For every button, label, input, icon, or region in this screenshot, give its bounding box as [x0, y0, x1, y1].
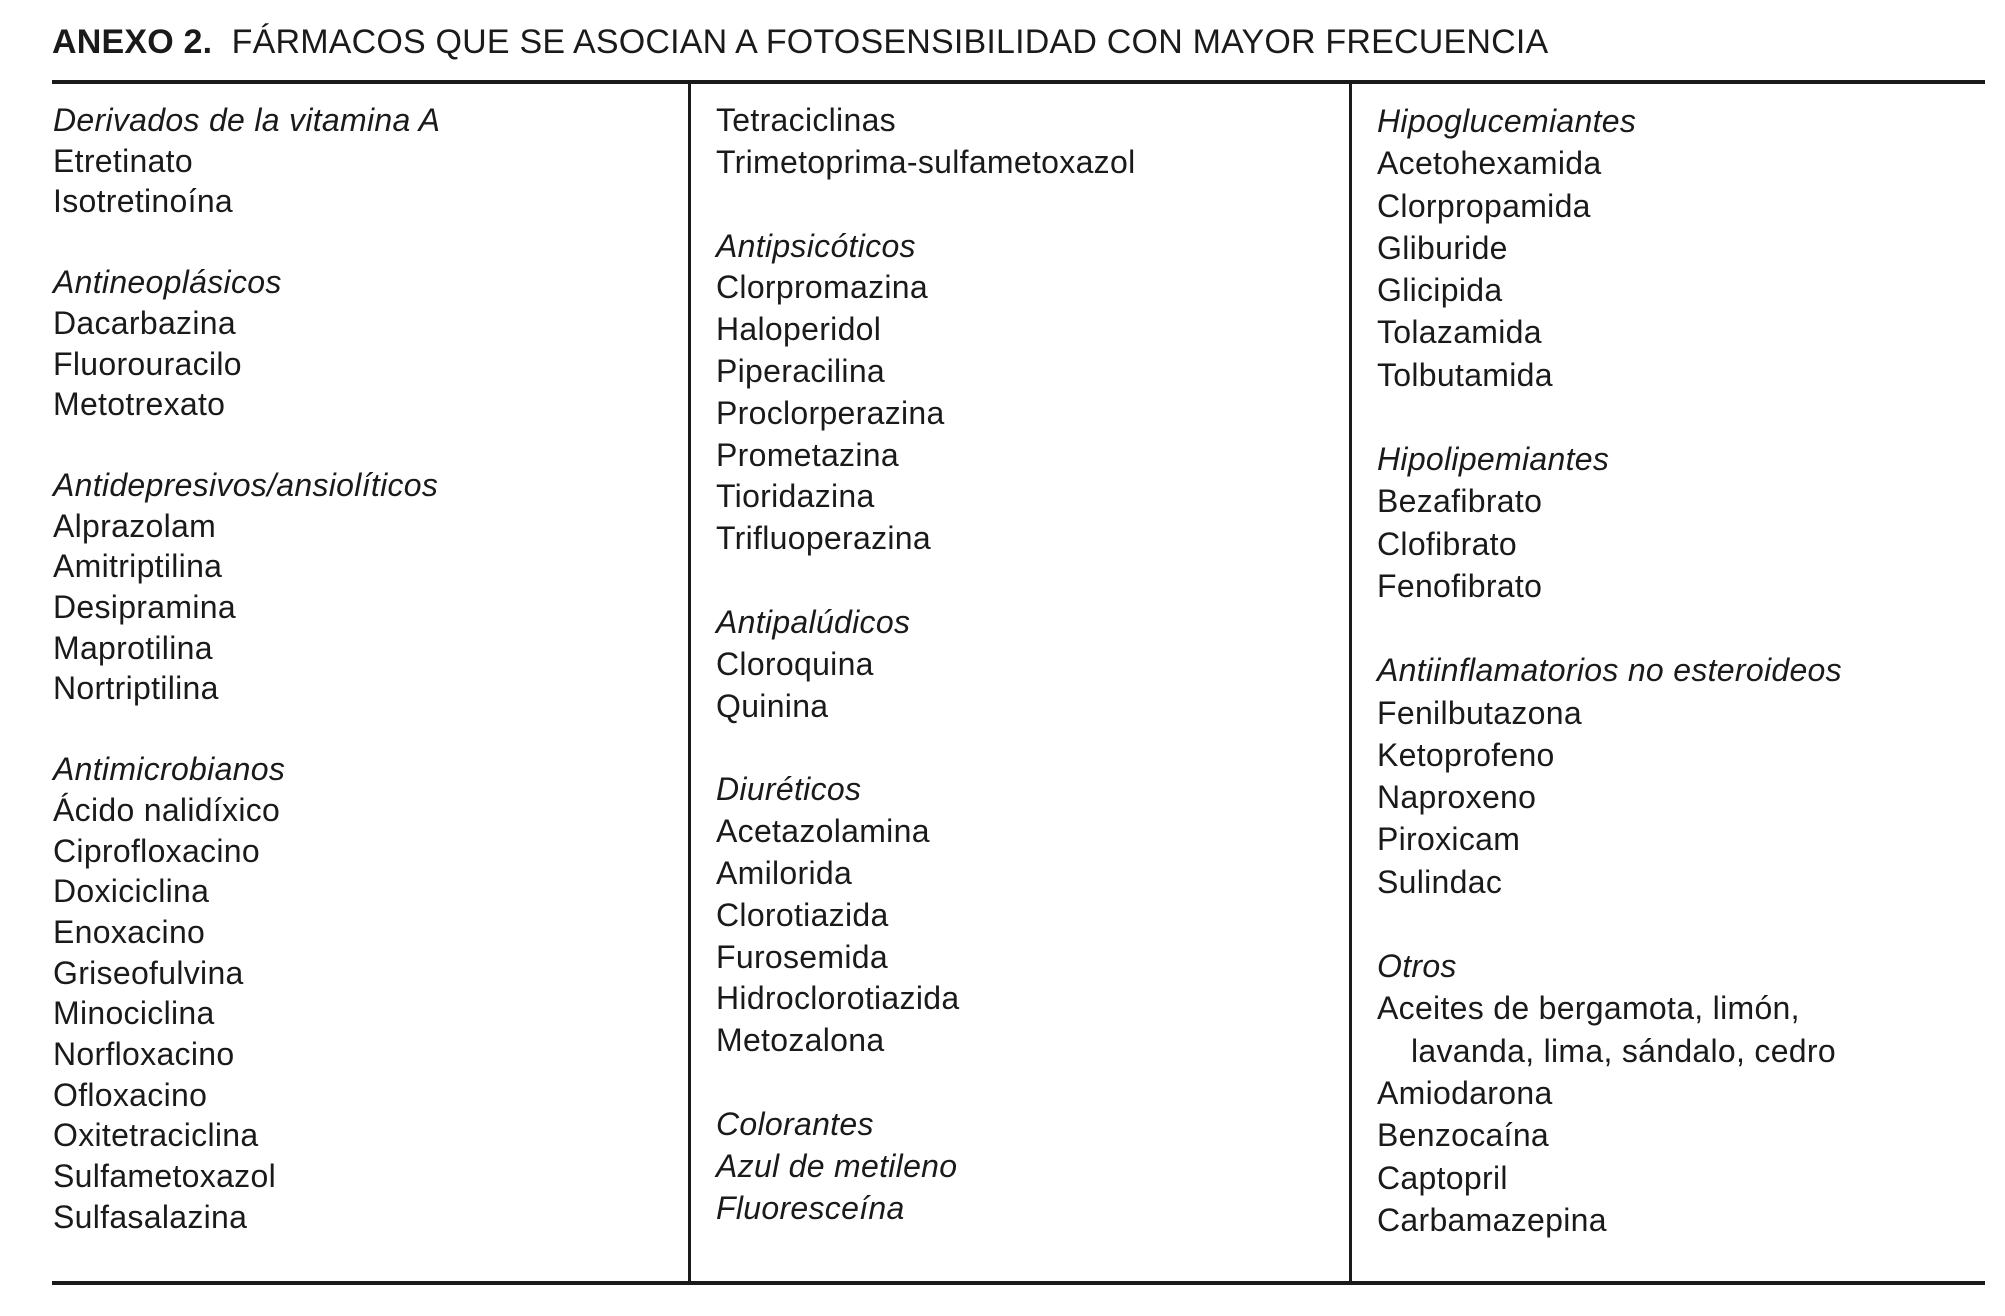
drug-item: Tetraciclinas: [716, 102, 896, 138]
drug-item: Sulindac: [1377, 863, 1503, 900]
drug-item: Minociclina: [53, 995, 215, 1032]
drug-item: Clorotiazida: [716, 896, 889, 933]
drug-item: Proclorperazina: [716, 394, 945, 431]
drug-item: Clofibrato: [1377, 525, 1517, 562]
drug-group-hypoglycemics: [1377, 100, 1842, 396]
column-divider-1: [688, 84, 691, 1281]
group-heading: Derivados de la vitamina A: [53, 102, 441, 138]
drug-group-antimicrobials: [53, 749, 440, 1237]
drug-group-others: [1377, 945, 1842, 1241]
top-rule: [52, 80, 1985, 84]
group-heading: Antipalúdicos: [716, 603, 911, 640]
drug-item: Acetazolamina: [716, 813, 930, 850]
column-divider-2: [1349, 84, 1352, 1281]
annex-title-text: FÁRMACOS QUE SE ASOCIAN A FOTOSENSIBILIDAD CON MAYOR FRECUENCIA: [231, 23, 1549, 61]
drug-item: Piroxicam: [1377, 821, 1521, 858]
drug-item: Tolazamida: [1377, 314, 1542, 351]
drug-item: Acetohexamida: [1377, 145, 1602, 182]
group-heading: Colorantes: [716, 1105, 874, 1142]
drug-item: Sulfasalazina: [53, 1198, 248, 1235]
drug-group-antidepressants: [53, 465, 440, 709]
drug-item: Clorpromazina: [716, 269, 928, 306]
drug-group-antipsychotics: [716, 226, 1135, 560]
group-heading: Hipolipemiantes: [1377, 441, 1610, 478]
drug-item: Enoxacino: [53, 913, 206, 950]
drug-item: Tolbutamida: [1377, 356, 1553, 393]
group-heading: Diuréticos: [716, 771, 862, 808]
drug-item: Naproxeno: [1377, 779, 1537, 816]
drug-item: Alprazolam: [53, 507, 217, 544]
drug-item: Nortriptilina: [53, 670, 219, 707]
drug-item: Fenofibrato: [1377, 567, 1543, 604]
drug-item: Piperacilina: [716, 352, 886, 389]
drug-item: Sulfametoxazol: [53, 1158, 276, 1195]
drug-group-antineoplastics: [53, 262, 440, 425]
drug-item: Aceites de bergamota, limón,: [1377, 990, 1800, 1027]
drug-item: Tioridazina: [716, 478, 875, 515]
drug-item: Carbamazepina: [1377, 1201, 1607, 1238]
drug-item: Metozalona: [716, 1022, 885, 1059]
drug-item: Ciprofloxacino: [53, 832, 260, 869]
drug-item: Haloperidol: [716, 311, 882, 348]
group-heading: Antimicrobianos: [53, 751, 286, 788]
group-heading: Antineoplásicos: [53, 264, 282, 301]
group-heading: Hipoglucemiantes: [1377, 103, 1637, 139]
drug-item: Prometazina: [716, 436, 899, 473]
drug-item-continuation: lavanda, lima, sándalo, cedro: [1411, 1032, 1836, 1069]
drug-item: Fenilbutazona: [1377, 694, 1582, 731]
drug-item: Desipramina: [53, 589, 236, 626]
column-3: [1377, 100, 1842, 1283]
drug-item: Griseofulvina: [53, 954, 244, 991]
drug-item: Clorpropamida: [1377, 187, 1591, 224]
drug-item: Trimetoprima-sulfametoxazol: [716, 143, 1136, 180]
drug-item: Benzocaína: [1377, 1117, 1550, 1154]
drug-group-diuretics: [716, 769, 1135, 1062]
drug-item: Amilorida: [716, 854, 853, 891]
drug-item: Azul de metileno: [716, 1147, 958, 1184]
drug-item: Metotrexato: [53, 386, 226, 423]
drug-item: Quinina: [716, 687, 829, 724]
drug-item: Fluoresceína: [716, 1189, 905, 1226]
drug-item: Doxiciclina: [53, 873, 210, 910]
group-heading: Antiinflamatorios no esteroideos: [1377, 652, 1842, 689]
drug-item: Isotretinoína: [53, 183, 234, 220]
drug-item: Furosemida: [716, 938, 888, 975]
drug-item: Bezafibrato: [1377, 483, 1543, 520]
drug-group-antimicrobials-continued: [716, 100, 1135, 184]
annex-label: ANEXO 2.: [52, 23, 213, 61]
drug-group-antimalarials: [716, 602, 1135, 727]
drug-item: Gliburide: [1377, 229, 1508, 266]
drug-group-dyes: [716, 1104, 1135, 1229]
drug-item: Amitriptilina: [53, 548, 223, 585]
drug-item: Oxitetraciclina: [53, 1117, 259, 1154]
group-heading: Antidepresivos/ansiolíticos: [53, 466, 439, 503]
drug-item: Fluorouracilo: [53, 345, 242, 382]
drug-item: Amiodarona: [1377, 1074, 1553, 1111]
drug-item: Cloroquina: [716, 645, 874, 682]
column-1: [53, 100, 440, 1278]
drug-item: Dacarbazina: [53, 304, 236, 341]
drug-item: Ketoprofeno: [1377, 736, 1555, 773]
drug-group-nsaids: [1377, 649, 1842, 903]
drug-item: Captopril: [1377, 1159, 1508, 1196]
drug-item: Ácido nalidíxico: [53, 791, 281, 828]
group-heading: Otros: [1377, 948, 1457, 985]
group-heading: Antipsicóticos: [716, 227, 916, 264]
drug-item: Etretinato: [53, 142, 193, 179]
column-2: [716, 100, 1135, 1271]
drug-group-lipid-lowering: [1377, 438, 1842, 607]
page-title: [52, 18, 1548, 66]
drug-item: Maprotilina: [53, 629, 213, 666]
drug-item: Glicipida: [1377, 272, 1503, 309]
drug-item: Hidroclorotiazida: [716, 980, 960, 1017]
drug-item: Ofloxacino: [53, 1076, 208, 1113]
drug-item: Trifluoperazina: [716, 520, 931, 557]
drug-group-vitamin-a-derivatives: [53, 100, 440, 222]
drug-item: Norfloxacino: [53, 1036, 235, 1073]
